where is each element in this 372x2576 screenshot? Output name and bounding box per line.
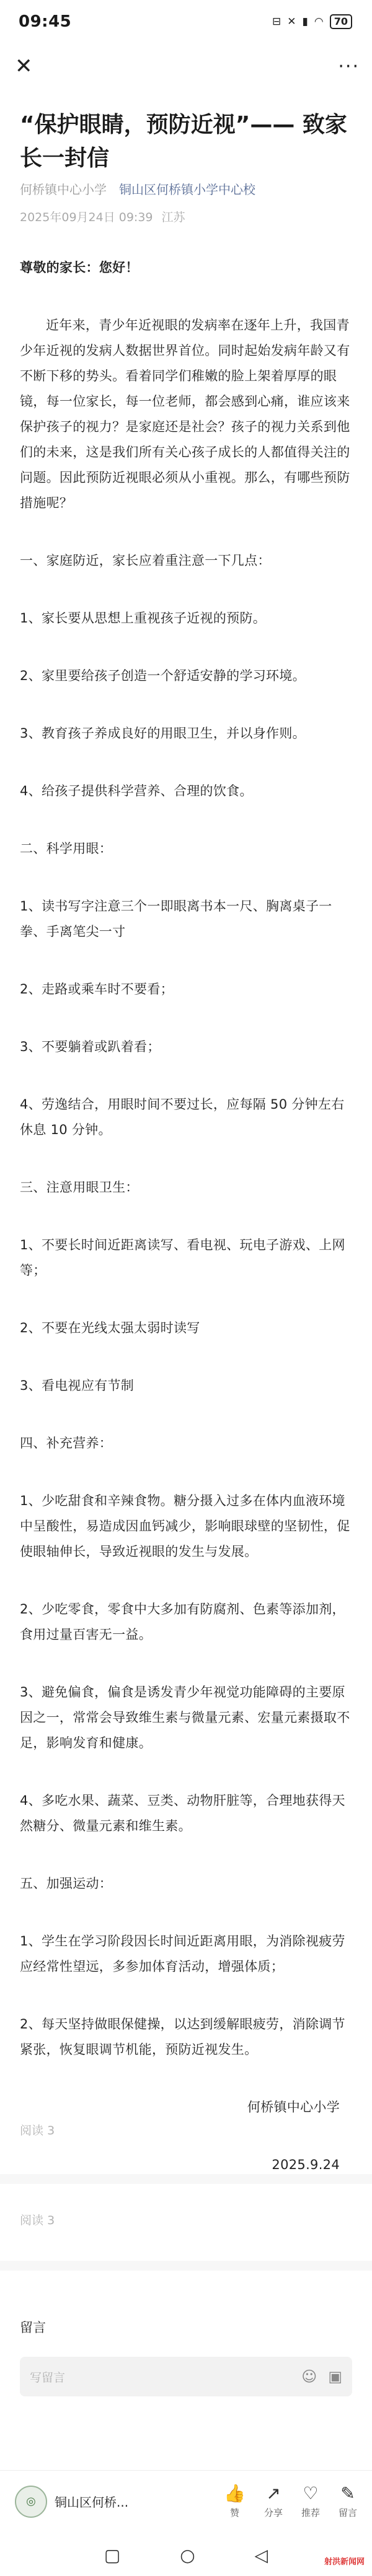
like-label: 赞: [230, 2507, 240, 2518]
paragraph: 1、学生在学习阶段因长时间近距离用眼，为消除视疲劳应经常性望远，多参加体育活动，增强体质；: [20, 1934, 345, 1974]
paragraph: 1、不要长时间近距离读写、看电视、玩电子游戏、上网等；: [20, 1238, 345, 1278]
paragraph: 1、少吃甜食和辛辣食物。糖分摄入过多在体内血液环境中呈酸性，易造成因血钙减少，影响眼球壁的坚韧性，促使眼轴伸长，导致近视眼的发生与发展。: [20, 1493, 350, 1559]
avatar[interactable]: ◎: [15, 2486, 47, 2518]
read-number: 3: [47, 2214, 55, 2227]
watermark: 射洪新闻网: [324, 2557, 365, 2567]
paragraph: 3、避免偏食，偏食是诱发青少年视觉功能障碍的主要原因之一，常常会导致维生素与微量元素、宏量元素摄取不足，影响发育和健康。: [20, 1685, 350, 1750]
paragraph: 3、看电视应有节制: [20, 1378, 135, 1393]
comment-icon: ✎: [340, 2483, 355, 2504]
paragraph: 2、家里要给孩子创造一个舒适安静的学习环境。: [20, 668, 306, 683]
share-label: 分享: [264, 2507, 283, 2518]
section-heading: 四、补充营养：: [20, 1436, 113, 1451]
notification-icon: ⊟: [272, 15, 281, 28]
system-nav-bar: [0, 2535, 372, 2576]
article-meta-time: [20, 208, 185, 225]
divider: [0, 2174, 372, 2184]
intro-paragraph: 近年来，青少年近视眼的发病率在逐年上升，我国青少年近视的发病人数据世界首位。同时起始发病年龄又有不断下移的势头。看着同学们稚嫩的脸上架着厚厚的眼镜，每一位家长，每一位老师，都会感到心痛，谁应该来保护孩子的视力？是家庭还是社会？孩子的视力关系到他们的未来，这是我们所有关心孩子成长的人都值得关注的问题。因此预防近视眼必须从小重视。那么，有哪些预防措施呢？: [20, 318, 350, 510]
share-icon: ↗: [266, 2483, 281, 2504]
greeting: 尊敬的家长：您好！: [20, 260, 139, 275]
wifi-icon: ◠: [314, 15, 324, 28]
share-button[interactable]: [264, 2484, 283, 2519]
bottom-bar: [0, 2470, 372, 2532]
section-heading: 二、科学用眼：: [20, 841, 113, 856]
paragraph: 1、家长要从思想上重视孩子近视的预防。: [20, 611, 267, 626]
read-number: 3: [47, 2124, 55, 2137]
signature: 何桥镇中心小学: [247, 2100, 340, 2115]
paragraph: 2、不要在光线太强太弱时读写: [20, 1321, 200, 1335]
publish-location: 江苏: [161, 211, 185, 224]
comment-input[interactable]: [20, 2357, 352, 2396]
publish-date: 2025年09月24日 09:39: [20, 211, 153, 224]
recommend-label: 推荐: [301, 2507, 320, 2518]
section-heading: 一、家庭防近，家长应着重注意一下几点：: [20, 553, 271, 568]
image-icon[interactable]: ▣: [328, 2368, 342, 2385]
paragraph: 4、劳逸结合，用眼时间不要过长，应每隔 50 分钟左右休息 10 分钟。: [20, 1097, 345, 1137]
account-link[interactable]: 铜山区何桥镇小学中心校: [119, 182, 255, 197]
battery-icon: 70: [330, 14, 352, 29]
section-heading: 五、加强运动：: [20, 1876, 113, 1891]
read-label: 阅读: [20, 2214, 44, 2227]
comment-placeholder: 写留言: [30, 2370, 66, 2385]
more-icon[interactable]: ···: [338, 55, 360, 77]
read-count: [20, 2121, 55, 2138]
action-group: [224, 2484, 357, 2519]
back-icon[interactable]: ◁: [254, 2545, 268, 2565]
nav-bar: [0, 45, 372, 88]
divider: [0, 2261, 372, 2271]
home-icon[interactable]: ○: [180, 2545, 195, 2565]
emoji-icon[interactable]: ☺: [301, 2368, 317, 2385]
paragraph: 2、少吃零食，零食中大多加有防腐剂、色素等添加剂，食用过量百害无一益。: [20, 1602, 345, 1642]
comments-label: 留言: [20, 2320, 46, 2335]
paragraph: 2、走路或乘车时不要看；: [20, 982, 174, 997]
signal-icon: ▮: [302, 15, 308, 28]
like-button[interactable]: [224, 2484, 246, 2519]
paragraph: 2、每天坚持做眼保健操，以达到缓解眼疲劳，消除调节紧张，恢复眼调节机能，预防近视发生。: [20, 2017, 345, 2057]
close-icon[interactable]: ✕: [15, 54, 33, 79]
thumb-up-icon: 👍: [224, 2483, 246, 2504]
status-time: 09:45: [19, 12, 72, 31]
article-body: [20, 255, 352, 2210]
section-heading: 三、注意用眼卫生：: [20, 1180, 139, 1195]
paragraph: 4、多吃水果、蔬菜、豆类、动物肝脏等，合理地获得天然糖分、微量元素和维生素。: [20, 1793, 345, 1833]
sign-date: 2025.9.24: [272, 2157, 340, 2172]
mute-icon: ✕: [287, 15, 296, 28]
comment-label: 留言: [338, 2507, 357, 2518]
recent-apps-icon[interactable]: ▢: [104, 2545, 121, 2565]
article-title: “保护眼睛，预防近视”—— 致家长一封信: [20, 112, 347, 171]
read-label: 阅读: [20, 2124, 44, 2137]
heart-icon: ♡: [303, 2483, 319, 2504]
paragraph: 4、给孩子提供科学营养、合理的饮食。: [20, 784, 253, 798]
read-count: [20, 2211, 55, 2228]
account-name[interactable]: 铜山区何桥...: [55, 2495, 129, 2510]
comment-button[interactable]: [339, 2484, 357, 2519]
author-name: 何桥镇中心小学: [20, 182, 107, 197]
paragraph: 1、读书写字注意三个一即眼离书本一尺、胸离桌子一拳、手离笔尖一寸: [20, 899, 332, 939]
recommend-button[interactable]: [301, 2484, 320, 2519]
status-icons: [272, 14, 352, 29]
paragraph: 3、不要躺着或趴着看；: [20, 1039, 161, 1054]
paragraph: 3、教育孩子养成良好的用眼卫生，并以身作则。: [20, 726, 306, 741]
status-bar: [0, 0, 372, 43]
article-meta-author: [20, 180, 255, 198]
